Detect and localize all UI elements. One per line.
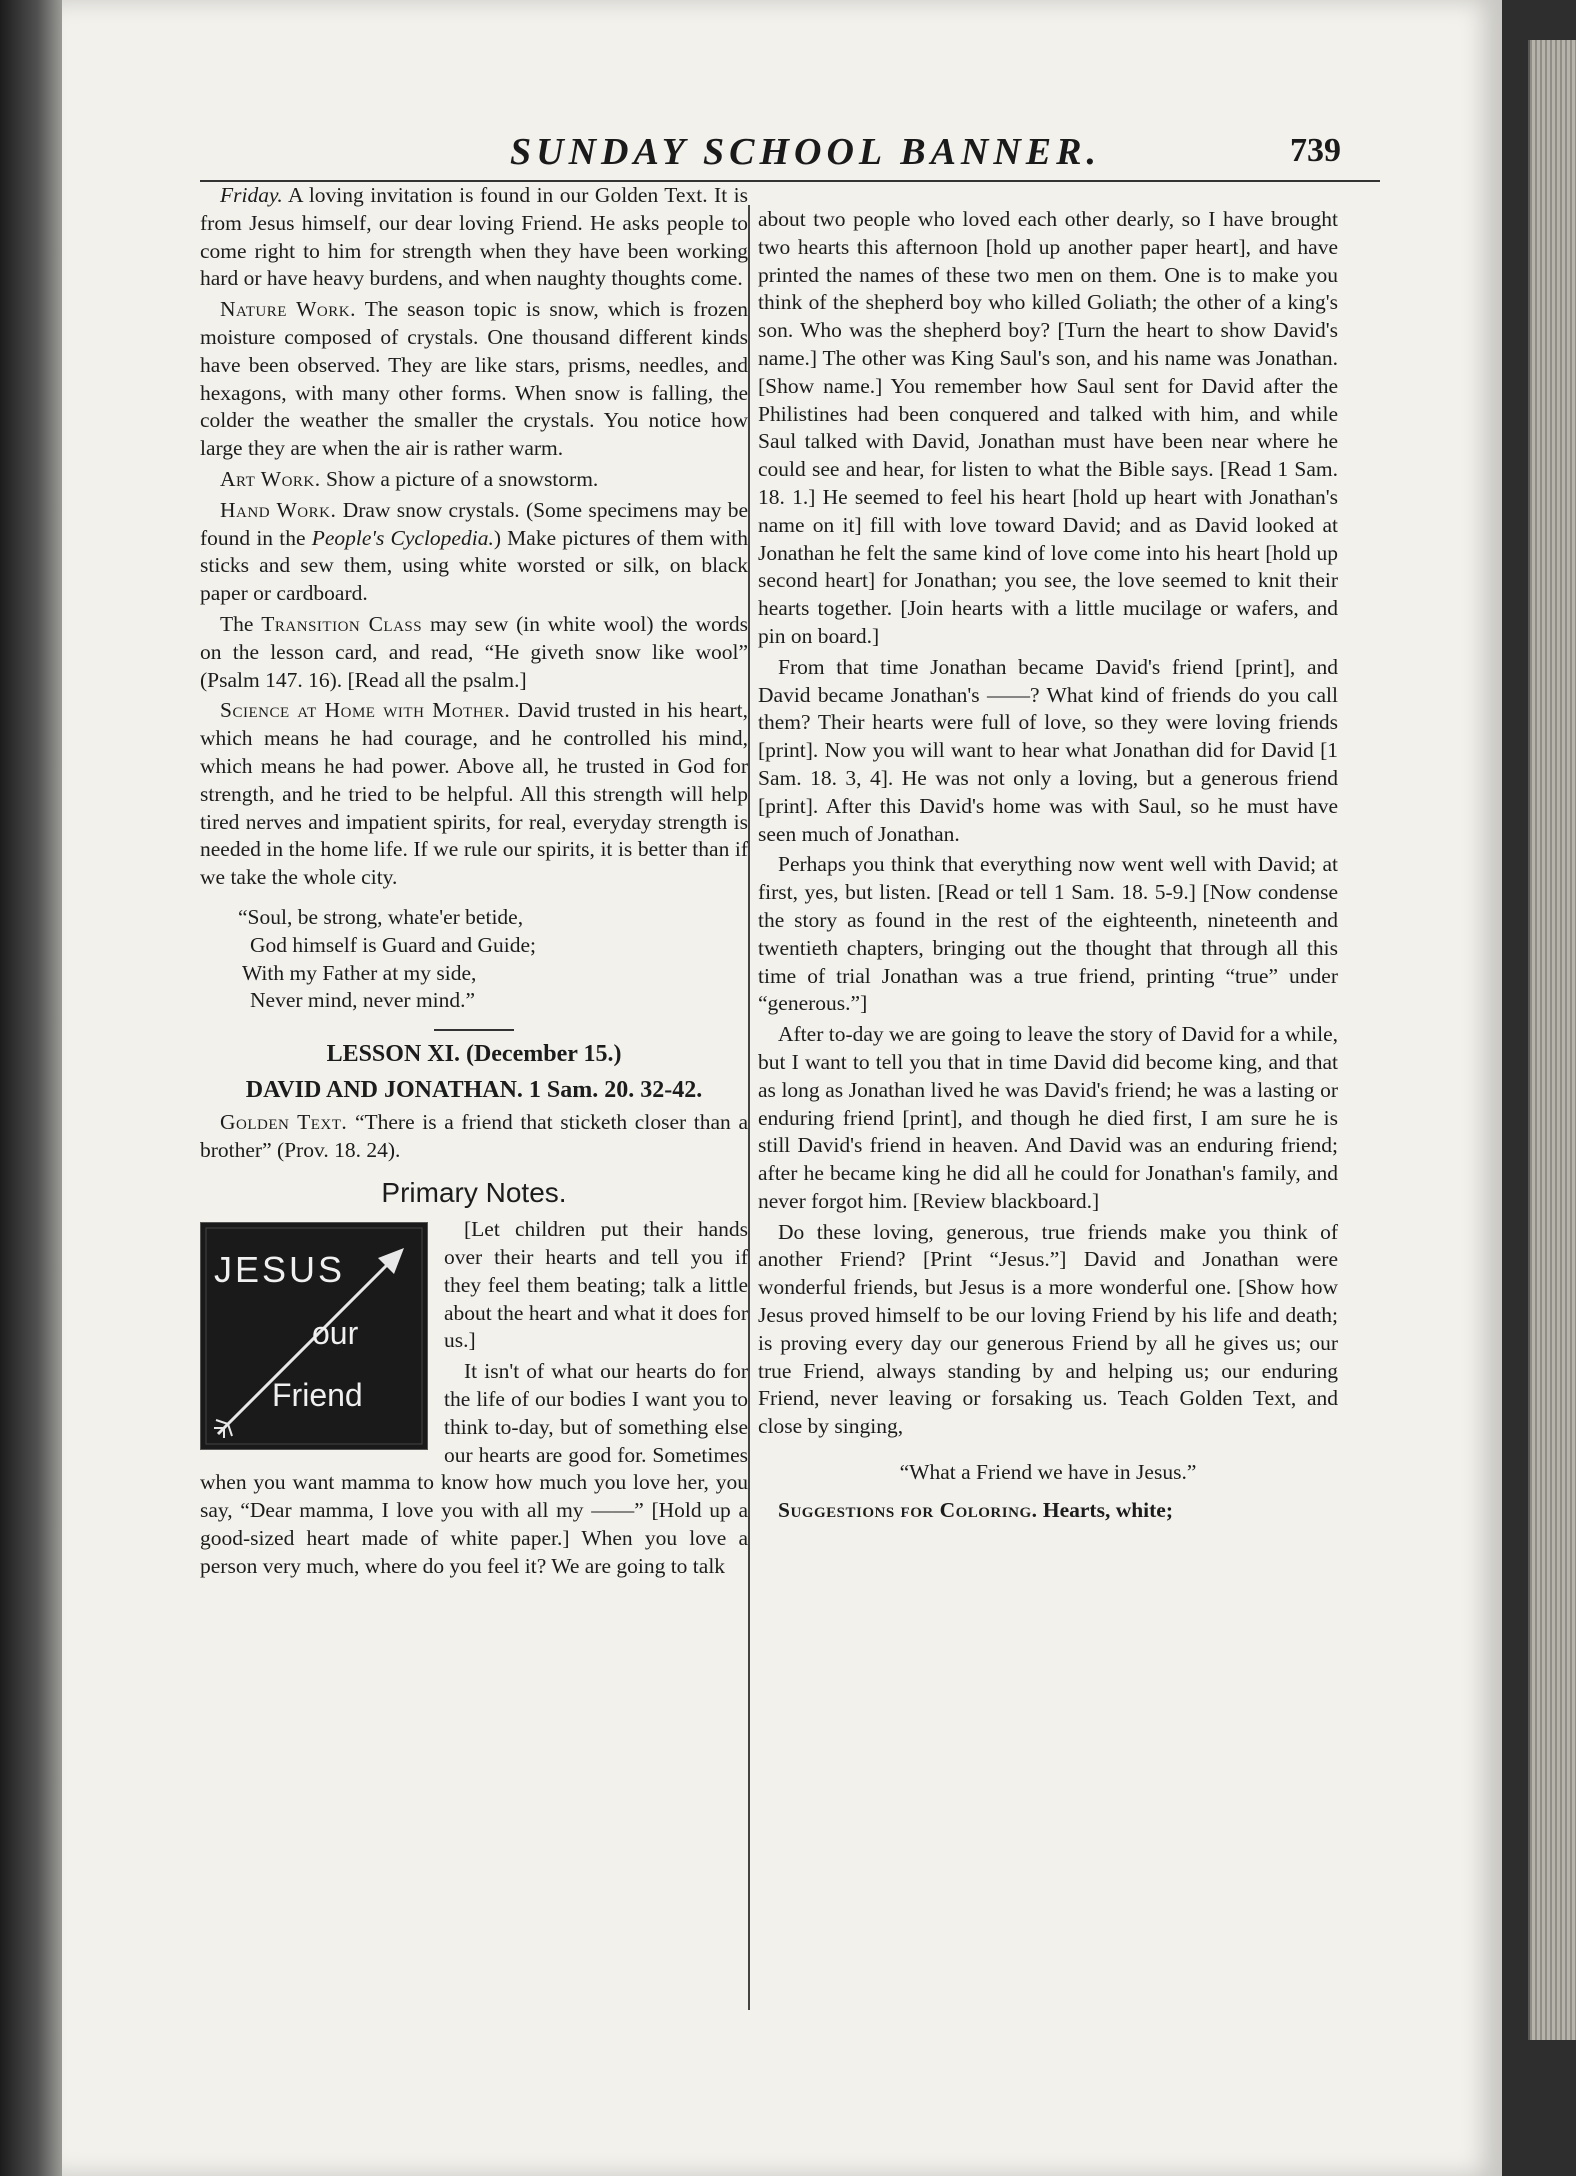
coloring-suggestions <box>758 1497 1338 1525</box>
section-divider <box>434 1029 514 1031</box>
left-column <box>200 182 748 1584</box>
paragraph-hand <box>200 497 748 608</box>
paragraph-transition <box>200 611 748 694</box>
paragraph-friday <box>200 182 748 293</box>
transition-pre: The <box>220 611 254 636</box>
hand-text-a: Draw snow crystals. (Some specimens may be found in the <box>200 497 748 550</box>
nature-lead: Nature Work. <box>220 297 356 322</box>
hand-text-b: ) Make pictures of them with sticks and sew them, using white worsted or silk, on black paper or cardboard. <box>200 525 749 606</box>
coloring-lead: Suggestions for Coloring. <box>778 1497 1038 1522</box>
running-head: SUNDAY SCHOOL BANNER. <box>510 131 1102 173</box>
paragraph-children-hearts: [Let children put their hands over their hearts and tell you if they feel them beating; talk a little about the heart and what it does for us.] <box>444 1217 748 1353</box>
lesson-title: DAVID AND JONATHAN. 1 Sam. 20. 32-42. <box>245 1076 703 1103</box>
science-lead: Science at Home with Mother. <box>220 698 511 723</box>
paragraph-science <box>200 697 748 892</box>
poem-line: God himself is Guard and Guide; <box>250 932 537 957</box>
paragraph-friend: From that time Jonathan became David's friend [print], and David became Jonathan's ——? What kind of friends do you call them? Their hearts were full of love, so they were loving friends [print]. Now you will want to hear what Jonathan did for David [1 Sam. 18. 3, 4]. He was not only a loving, but a generous friend [print]. After this David's home was with Saul, so he must have seen much of Jonathan. <box>758 654 1338 846</box>
paragraph-two-hearts: about two people who loved each other dearly, so I have brought two hearts this afternoon [hold up another paper heart], and have printed the names of these two men on them. One is to make you think of the shepherd boy who killed Goliath; the other of a king's son. Who was the shepherd boy? [Turn the heart to show David's name.] The other was King Saul's son, and his name was Jonathan. [Show name.] You remember how Saul sent for David after the Philistines had been conquered and talked with him, and while Saul talked with David, Jonathan must have been near where he could see and hear, for listen to what the Bible says. [Read 1 Sam. 18. 1.] He seemed to feel his heart [hold up heart with Jonathan's name on it] fill with love toward David; and as David looked at Jonathan he felt the same kind of love come into his heart [hold up second heart] for Jonathan; you see, the love seemed to knit their hearts together. [Join hearts with a little mucilage or wafers, and pin on board.] <box>758 207 1338 648</box>
box-word-our: our <box>312 1315 359 1352</box>
golden-text-body: “There is a friend that sticketh closer than a brother” (Prov. 18. 24). <box>200 1109 748 1162</box>
science-text: David trusted in his heart, which means he had courage, and he controlled his mind, which means he had power. Above all, he trusted in God for strength, and he tried to be helpful. All this strength will help tired nerves and impatient spirits, for real, everyday strength is needed in the home life. If we rule our spirits, it is better than if we take the whole city. <box>200 698 749 890</box>
hand-lead: Hand Work. <box>220 497 337 522</box>
paragraph-another-friend: Do these loving, generous, true friends make you think of another Friend? [Print “Jesus.”] David and Jonathan were wonderful friends, but Jesus is a more wonderful one. [Show how Jesus proved himself to be our loving Friend by his life and death; is proving every day our generous Friend by all he gives us; our true Friend, always standing by and helping us; our enduring Friend, never leaving or forsaking us. Teach Golden Text, and close by singing, <box>758 1219 1338 1439</box>
paragraph-art <box>200 466 748 494</box>
nature-text: The season topic is snow, which is frozen moisture composed of crystals. One thousand different kinds have been observed. They are like stars, prisms, needles, and hexagons, with many other forms. When snow is falling, the colder the weather the smaller the crystals. You notice how large they are when the air is rather warm. <box>200 297 748 461</box>
transition-lead: Transition Class <box>261 611 423 636</box>
art-lead: Art Work. <box>220 466 321 491</box>
paragraph-trial: Perhaps you think that everything now went well with David; at first, yes, but listen. [Read or tell 1 Sam. 18. 5-9.] [Now condense the story as found in the rest of the eighteenth, nineteenth and twentieth chapters, bringing out the thought that through all this time of trial Jonathan was a true friend, printing “true” under “generous.”] <box>758 852 1338 1016</box>
page-number: 739 <box>1290 132 1341 169</box>
art-text: Show a picture of a snowstorm. <box>326 466 599 491</box>
column-rule <box>748 205 750 2010</box>
lesson-heading: LESSON XI. (December 15.) <box>326 1041 622 1068</box>
paragraph-enduring: After to-day we are going to leave the story of David for a while, but I want to tell you that in time David did become king, and that as long as Jonathan lived he was David's friend; he was a lasting or enduring friend [print], and though he died first, I am sure he is still David's friend in heaven. And David was an enduring friend; after he became king he did all he could for Jonathan's family, and never forgot him. [Review blackboard.] <box>758 1022 1338 1213</box>
poem <box>200 904 748 1015</box>
paragraph-nature <box>200 296 748 463</box>
transition-text: may sew (in white wool) the words on the lesson card, and read, “He giveth snow like wool” (Psalm 147. 16). [Read all the psalm.] <box>200 611 749 692</box>
poem-line: With my Father at my side, <box>242 960 477 985</box>
poem-line: Never mind, never mind.” <box>250 988 476 1013</box>
page-header <box>140 130 1341 184</box>
golden-text <box>200 1109 748 1165</box>
coloring-text: Hearts, white; <box>1042 1497 1174 1522</box>
book-spine <box>0 0 62 2176</box>
page-edges <box>1528 40 1576 2040</box>
friday-text: A loving invitation is found in our Golden Text. It is from Jesus himself, our dear loving Friend. He asks people to come right to him for strength when they have been working hard or have heavy burdens, and when naughty thoughts come. <box>200 183 748 291</box>
jesus-our-friend-box <box>200 1222 428 1450</box>
jesus-our-friend-illustration <box>200 1222 428 1450</box>
box-word-jesus: JESUS <box>214 1249 346 1291</box>
primary-notes-heading: Primary Notes. <box>381 1176 567 1208</box>
poem-line: “Soul, be strong, whate'er betide, <box>238 904 524 929</box>
right-column <box>758 206 1338 1528</box>
paragraph-hearts-talk: It isn't of what our hearts do for the life of our bodies I want you to think to-day, but of something else our hearts are good for. Sometimes when you want mamma to know how much you love her, you say, “Dear mamma, I love you with all my ——” [Hold up a good-sized heart made of white paper.] When you love a person very much, where do you feel it? We are going to talk <box>200 1359 748 1578</box>
closing-hymn: “What a Friend we have in Jesus.” <box>899 1460 1197 1485</box>
box-word-friend: Friend <box>272 1377 363 1414</box>
hand-ref: People's Cyclopedia. <box>311 525 494 550</box>
golden-text-lead: Golden Text. <box>220 1109 348 1134</box>
friday-lead: Friday. <box>220 183 283 207</box>
